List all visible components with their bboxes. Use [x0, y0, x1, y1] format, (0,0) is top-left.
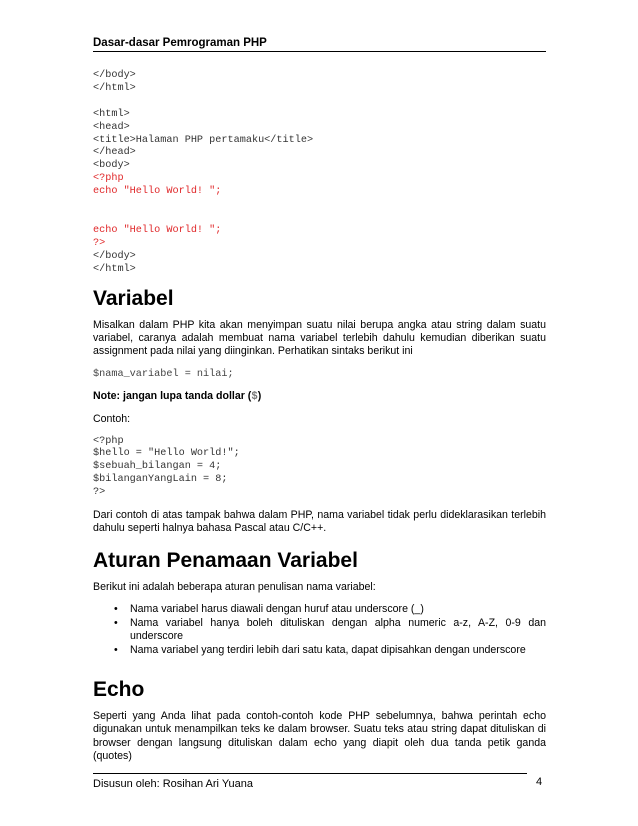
code-line: <body>: [93, 160, 130, 172]
page-number: 4: [536, 776, 543, 788]
variabel-closing-paragraph: Dari contoh di atas tampak bahwa dalam PHP, nama variabel tidak perlu dideklarasikan terlebih dahulu seperti halnya bahasa Pascal atau C/C++.: [93, 509, 546, 535]
rules-list: [93, 603, 546, 657]
code-line: echo "Hello World! ";: [93, 224, 222, 236]
bullet-icon: •: [114, 616, 118, 629]
code-line: $hello = "Hello World!";: [93, 448, 240, 460]
code-line: ?>: [93, 237, 106, 249]
code-line: <?php: [93, 173, 124, 185]
code-line: </html>: [93, 263, 136, 275]
code-line: [93, 199, 546, 212]
heading-aturan: Aturan Penamaan Variabel: [93, 548, 358, 572]
variable-syntax: $nama_variabel = nilai;: [93, 368, 234, 380]
note-line: [93, 390, 546, 404]
rule-text: Nama variabel hanya boleh dituliskan dengan alpha numeric a-z, A-Z, 0-9 dan underscore: [130, 616, 546, 643]
code-line: ?>: [93, 487, 106, 499]
code-line: </html>: [93, 82, 136, 94]
code-line: <head>: [93, 121, 130, 133]
code-line: <?php: [93, 435, 124, 447]
code-line: echo "Hello World! ";: [93, 186, 222, 198]
echo-paragraph: Seperti yang Anda lihat pada contoh-contoh kode PHP sebelumnya, bahwa perintah echo digunakan untuk menampilkan teks ke dalam browser. Suatu teks atau string dapat dituliskan di browser dengan langsung dituliskan dalam echo yang diapit oleh dua tanda petik ganda (quotes): [93, 709, 546, 763]
heading-echo: Echo: [93, 677, 145, 701]
rule-text: Nama variabel harus diawali dengan huruf atau underscore (_): [130, 603, 424, 616]
list-item: [93, 617, 546, 644]
list-item: [93, 603, 546, 616]
footer-author: Disusun oleh: Rosihan Ari Yuana: [93, 778, 254, 790]
code-line: [93, 96, 546, 109]
note-prefix: Note: jangan lupa tanda dollar (: [93, 389, 252, 402]
code-line: </head>: [93, 147, 136, 159]
running-header: Dasar-dasar Pemrograman PHP: [93, 37, 267, 49]
variabel-paragraph: Misalkan dalam PHP kita akan menyimpan suatu nilai berupa angka atau string dalam suatu variabel, caranya adalah membuat nama variabel terlebih dahulu kemudian diberikan suatu assignment pada nilai yang diinginkan. Perhatikan sintaks berikut ini: [93, 318, 546, 358]
html-code-block: [93, 70, 546, 277]
page-content: [93, 70, 546, 764]
code-line: $bilanganYangLain = 8;: [93, 474, 228, 486]
code-line: [93, 212, 546, 225]
code-line: </body>: [93, 250, 136, 262]
code-line: </body>: [93, 70, 136, 81]
example-label: Contoh:: [93, 413, 131, 426]
bullet-icon: •: [114, 643, 118, 656]
list-item: [93, 644, 546, 657]
heading-variabel: Variabel: [93, 286, 174, 310]
code-line: <html>: [93, 108, 130, 120]
note-suffix: ): [257, 389, 262, 402]
example-code-block: [93, 436, 546, 501]
code-line: <title>Halaman PHP pertamaku</title>: [93, 134, 314, 146]
rule-text: Nama variabel yang terdiri lebih dari satu kata, dapat dipisahkan dengan underscore: [130, 643, 526, 656]
header-rule: [93, 51, 546, 52]
bullet-icon: •: [114, 603, 118, 616]
aturan-intro: Berikut ini adalah beberapa aturan penulisan nama variabel:: [93, 580, 376, 593]
code-line: $sebuah_bilangan = 4;: [93, 461, 222, 473]
footer-rule: [93, 773, 527, 774]
dollar-symbol: $: [251, 390, 258, 403]
